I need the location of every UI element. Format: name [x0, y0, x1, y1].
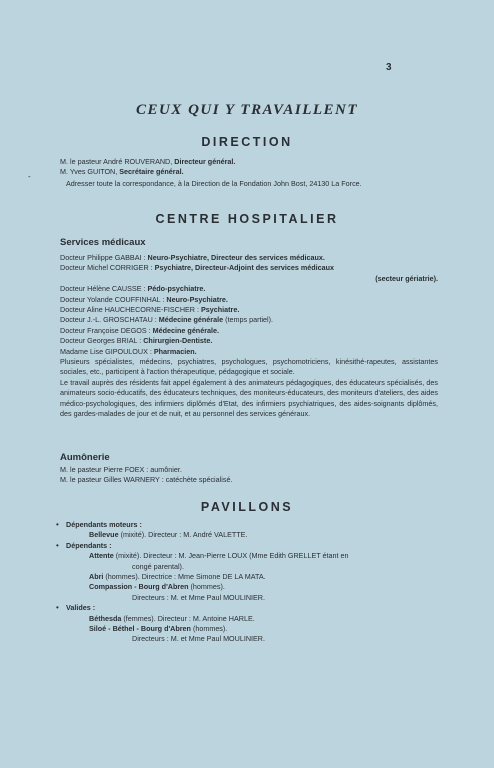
pavillon-line: Bellevue (mixité). Directeur : M. André VALETTE. — [89, 530, 248, 540]
staff-line: Docteur J.-L. GROSCHATAU : Médecine générale (temps partiel). — [60, 315, 274, 325]
staff-line: Docteur Philippe GABBAI : Neuro-Psychiatre, Directeur des services médicaux. — [60, 253, 325, 262]
group-label: Valides : — [66, 603, 96, 613]
group-label: Dépendants moteurs : — [66, 520, 142, 529]
pavillon-line: Attente (mixité). Directeur : M. Jean-Pierre LOUX (Mme Edith GRELLET étant en — [89, 551, 349, 561]
direction-line: M. Yves GUITON, Secrétaire général. — [60, 167, 184, 177]
staff-line: Docteur Aline HAUCHECORNE-FISCHER : Psychiatre. — [60, 305, 240, 315]
staff-line: Docteur Françoise DEGOS : Médecine générale. — [60, 325, 219, 335]
direction-line: M. le pasteur André ROUVERAND, Directeur général. — [60, 157, 236, 166]
pavillon-line-cont: congé parental). — [132, 561, 184, 571]
direction-heading: DIRECTION — [201, 135, 293, 149]
group-label: Dépendants : — [66, 540, 112, 550]
staff-line-extra: (secteur gériatrie). — [375, 273, 438, 283]
staff-line: Docteur Michel CORRIGER : Psychiatre, Directeur-Adjoint des services médicaux — [60, 263, 335, 273]
pavillons-heading: PAVILLONS — [200, 500, 294, 514]
bullet-icon: • — [56, 520, 59, 529]
staff-line: Docteur Hélène CAUSSE : Pédo-psychiatre. — [60, 284, 206, 294]
margin-mark: - — [28, 172, 31, 181]
pavillon-line: Siloé - Béthel - Bourg d'Abren (hommes). — [89, 624, 228, 634]
staff-line: Docteur Georges BRIAL : Chirurgien-Dentiste. — [60, 336, 213, 346]
centre-heading: CENTRE HOSPITALIER — [155, 212, 339, 226]
page-title: CEUX QUI Y TRAVAILLENT — [135, 102, 359, 118]
pavillon-group — [56, 603, 438, 645]
aumonerie-line: M. le pasteur Pierre FOEX : aumônier. — [60, 465, 182, 474]
paragraph: Plusieurs spécialistes, médecins, psychiatres, psychologues, psychomotriciens, kinésithé-rapeutes, assistantes sociales, etc., participent à l'action thérapeutique, pédagogique et sociale. — [60, 357, 438, 377]
services-heading: Services médicaux — [60, 237, 146, 248]
staff-list — [60, 253, 438, 420]
pavillon-line-cont: Directeurs : M. et Mme Paul MOULINIER. — [132, 592, 265, 602]
paragraph: Le travail auprès des résidents fait appel également à des animateurs pédagogiques, des éducateurs spécialisés, des animateurs socio-éducatifs, des éducateurs techniques, des moniteurs-éducateurs, des moniteurs d'ateliers, des aides médico-psychologiques, des infirmiers diplômés d'Etat, des infirmiers psychiatriques, des aides-soignants diplômés, des gardes-malades de jour et de nuit, et au personnel des services généraux. — [60, 377, 438, 419]
aumonerie-line: M. le pasteur Gilles WARNERY : catéchète spécialisé. — [60, 475, 233, 485]
aumonerie-block — [60, 465, 438, 486]
staff-line: Madame Lise GIPOULOUX : Pharmacien. — [60, 346, 197, 356]
pavillon-line: Abri (hommes). Directrice : Mme Simone DE LA MATA. — [89, 572, 266, 582]
pavillon-group — [56, 540, 438, 603]
direction-note: Adresser toute la correspondance, à la Direction de la Fondation John Bost, 24130 La Force. — [66, 178, 362, 188]
pavillon-group — [56, 520, 438, 541]
direction-block — [60, 157, 438, 189]
pavillons-list — [56, 520, 438, 645]
pavillon-line: Béthesda (femmes). Directeur : M. Antoine HARLE. — [89, 613, 255, 623]
bullet-icon: • — [56, 603, 59, 613]
page-number: 3 — [386, 62, 392, 73]
staff-line: Docteur Yolande COUFFINHAL : Neuro-Psychiatre. — [60, 294, 228, 304]
bullet-icon: • — [56, 540, 59, 550]
aumonerie-heading: Aumônerie — [60, 452, 110, 463]
pavillon-line-cont: Directeurs : M. et Mme Paul MOULINIER. — [132, 634, 265, 644]
pavillon-line: Compassion - Bourg d'Abren (hommes). — [89, 582, 225, 592]
